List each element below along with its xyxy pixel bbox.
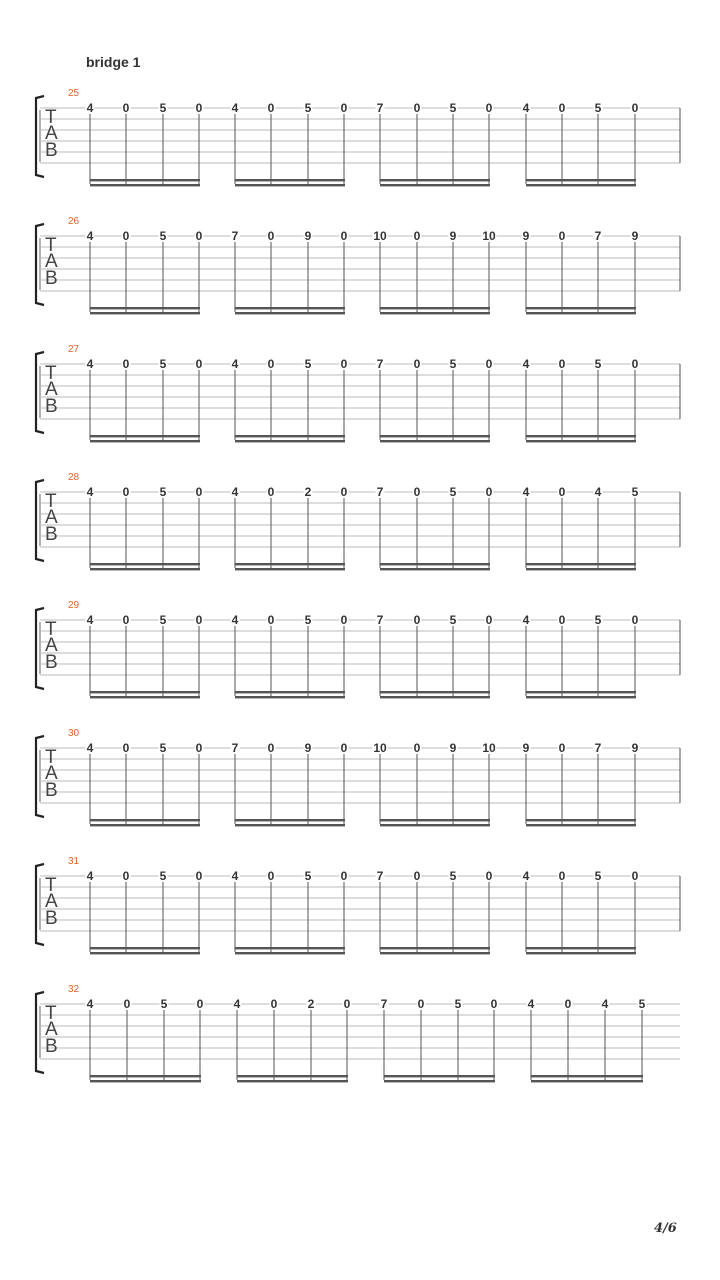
beam bbox=[380, 568, 490, 570]
beam bbox=[90, 568, 200, 570]
fret-number: 0 bbox=[631, 101, 639, 115]
beam bbox=[380, 952, 490, 954]
fret-number: 5 bbox=[304, 357, 312, 371]
tab-clef-letter: A bbox=[45, 507, 58, 528]
fret-number: 5 bbox=[159, 485, 167, 499]
beam bbox=[90, 691, 200, 693]
page-number: 4/6 bbox=[654, 1221, 677, 1236]
fret-number: 0 bbox=[122, 741, 130, 755]
beam bbox=[384, 1075, 495, 1077]
beam bbox=[380, 947, 490, 949]
bar-number: 31 bbox=[68, 856, 80, 867]
fret-number: 0 bbox=[195, 485, 203, 499]
fret-number: 4 bbox=[231, 357, 239, 371]
beam bbox=[526, 819, 636, 821]
tab-clef-letter: A bbox=[45, 123, 58, 144]
tab-clef-letter: B bbox=[45, 780, 58, 801]
fret-number: 0 bbox=[195, 613, 203, 627]
fret-number: 0 bbox=[340, 485, 348, 499]
beam bbox=[526, 179, 636, 181]
fret-number: 5 bbox=[631, 485, 639, 499]
fret-number: 9 bbox=[304, 741, 312, 755]
tab-clef-letter: A bbox=[45, 891, 58, 912]
bar-number: 26 bbox=[68, 216, 80, 227]
bar-number: 30 bbox=[68, 728, 80, 739]
fret-number: 0 bbox=[195, 741, 203, 755]
fret-number: 5 bbox=[449, 613, 457, 627]
beam bbox=[90, 184, 200, 186]
beam bbox=[90, 696, 200, 698]
fret-number: 5 bbox=[594, 101, 602, 115]
fret-number: 7 bbox=[231, 229, 239, 243]
beam bbox=[90, 563, 200, 565]
fret-number: 0 bbox=[413, 613, 421, 627]
fret-number: 0 bbox=[564, 997, 572, 1011]
beam bbox=[380, 435, 490, 437]
fret-number: 4 bbox=[86, 613, 94, 627]
fret-number: 0 bbox=[485, 485, 493, 499]
beam bbox=[90, 307, 200, 309]
fret-number: 7 bbox=[376, 101, 384, 115]
fret-number: 0 bbox=[558, 741, 566, 755]
fret-number: 0 bbox=[267, 101, 275, 115]
beam bbox=[531, 1080, 643, 1082]
beam bbox=[90, 435, 200, 437]
fret-number: 7 bbox=[376, 485, 384, 499]
fret-number: 0 bbox=[413, 485, 421, 499]
fret-number: 0 bbox=[122, 485, 130, 499]
beam bbox=[237, 1075, 348, 1077]
tab-clef-letter: T bbox=[45, 747, 57, 768]
fret-number: 5 bbox=[449, 869, 457, 883]
tab-clef-letter: T bbox=[45, 619, 57, 640]
fret-number: 5 bbox=[449, 485, 457, 499]
fret-number: 5 bbox=[159, 613, 167, 627]
beam bbox=[235, 563, 345, 565]
fret-number: 0 bbox=[267, 357, 275, 371]
beam bbox=[380, 819, 490, 821]
beam bbox=[526, 691, 636, 693]
beam bbox=[90, 1080, 201, 1082]
bar-number: 27 bbox=[68, 344, 80, 355]
fret-number: 0 bbox=[267, 869, 275, 883]
fret-number: 0 bbox=[195, 101, 203, 115]
beam bbox=[380, 824, 490, 826]
bar-number: 28 bbox=[68, 472, 80, 483]
fret-number: 9 bbox=[631, 229, 639, 243]
beam bbox=[526, 824, 636, 826]
tab-clef-letter: T bbox=[45, 491, 57, 512]
beam bbox=[235, 691, 345, 693]
fret-number: 5 bbox=[160, 997, 168, 1011]
fret-number: 4 bbox=[522, 485, 530, 499]
fret-number: 0 bbox=[558, 229, 566, 243]
fret-number: 5 bbox=[159, 357, 167, 371]
fret-number: 10 bbox=[482, 741, 496, 755]
fret-number: 5 bbox=[594, 357, 602, 371]
beam bbox=[526, 184, 636, 186]
beam bbox=[526, 952, 636, 954]
beam bbox=[526, 696, 636, 698]
fret-number: 0 bbox=[485, 101, 493, 115]
fret-number: 0 bbox=[631, 357, 639, 371]
fret-number: 5 bbox=[594, 869, 602, 883]
tab-system bbox=[0, 86, 720, 196]
fret-number: 0 bbox=[195, 357, 203, 371]
tab-clef-letter: A bbox=[45, 379, 58, 400]
fret-number: 5 bbox=[594, 613, 602, 627]
tab-clef-letter: T bbox=[45, 1003, 57, 1024]
beam bbox=[90, 1075, 201, 1077]
beam bbox=[526, 312, 636, 314]
fret-number: 7 bbox=[231, 741, 239, 755]
fret-number: 2 bbox=[304, 485, 312, 499]
fret-number: 5 bbox=[304, 613, 312, 627]
tab-system bbox=[0, 470, 720, 580]
tab-clef-letter: B bbox=[45, 652, 58, 673]
beam bbox=[90, 824, 200, 826]
fret-number: 4 bbox=[522, 101, 530, 115]
fret-number: 0 bbox=[485, 357, 493, 371]
beam bbox=[526, 568, 636, 570]
tab-system bbox=[0, 982, 720, 1092]
fret-number: 7 bbox=[376, 869, 384, 883]
tab-clef-letter: A bbox=[45, 763, 58, 784]
fret-number: 9 bbox=[304, 229, 312, 243]
fret-number: 4 bbox=[522, 869, 530, 883]
fret-number: 0 bbox=[340, 869, 348, 883]
fret-number: 0 bbox=[485, 869, 493, 883]
tab-clef-letter: T bbox=[45, 107, 57, 128]
fret-number: 5 bbox=[159, 741, 167, 755]
beam bbox=[90, 819, 200, 821]
fret-number: 9 bbox=[631, 741, 639, 755]
fret-number: 0 bbox=[413, 229, 421, 243]
fret-number: 7 bbox=[376, 357, 384, 371]
beam bbox=[380, 184, 490, 186]
fret-number: 0 bbox=[122, 101, 130, 115]
fret-number: 7 bbox=[376, 613, 384, 627]
tab-clef-letter: T bbox=[45, 363, 57, 384]
fret-number: 0 bbox=[558, 869, 566, 883]
tab-clef-letter: A bbox=[45, 635, 58, 656]
beam bbox=[526, 440, 636, 442]
fret-number: 0 bbox=[195, 869, 203, 883]
tab-clef-letter: T bbox=[45, 875, 57, 896]
bar-number: 29 bbox=[68, 600, 80, 611]
fret-number: 5 bbox=[159, 229, 167, 243]
beam bbox=[90, 947, 200, 949]
fret-number: 0 bbox=[340, 229, 348, 243]
fret-number: 4 bbox=[233, 997, 241, 1011]
beam bbox=[526, 563, 636, 565]
fret-number: 0 bbox=[340, 357, 348, 371]
fret-number: 4 bbox=[86, 485, 94, 499]
beam bbox=[526, 947, 636, 949]
fret-number: 0 bbox=[413, 869, 421, 883]
fret-number: 0 bbox=[122, 229, 130, 243]
fret-number: 4 bbox=[86, 997, 94, 1011]
fret-number: 10 bbox=[373, 229, 387, 243]
fret-number: 0 bbox=[267, 741, 275, 755]
tab-clef-letter: A bbox=[45, 1019, 58, 1040]
beam bbox=[235, 312, 345, 314]
tab-clef-letter: B bbox=[45, 524, 58, 545]
beam bbox=[235, 819, 345, 821]
beam bbox=[235, 568, 345, 570]
fret-number: 9 bbox=[449, 741, 457, 755]
fret-number: 0 bbox=[413, 741, 421, 755]
beam bbox=[380, 307, 490, 309]
beam bbox=[235, 307, 345, 309]
beam bbox=[235, 435, 345, 437]
fret-number: 4 bbox=[231, 101, 239, 115]
tab-clef-letter: B bbox=[45, 140, 58, 161]
fret-number: 0 bbox=[413, 101, 421, 115]
fret-number: 0 bbox=[122, 869, 130, 883]
fret-number: 4 bbox=[231, 869, 239, 883]
tab-clef-letter: B bbox=[45, 268, 58, 289]
tab-clef-letter: B bbox=[45, 1036, 58, 1057]
fret-number: 4 bbox=[601, 997, 609, 1011]
fret-number: 0 bbox=[558, 613, 566, 627]
tab-clef-letter: B bbox=[45, 396, 58, 417]
fret-number: 0 bbox=[122, 357, 130, 371]
fret-number: 7 bbox=[594, 741, 602, 755]
tab-system bbox=[0, 598, 720, 708]
fret-number: 0 bbox=[417, 997, 425, 1011]
bar-number: 32 bbox=[68, 984, 80, 995]
beam bbox=[235, 947, 345, 949]
fret-number: 0 bbox=[558, 101, 566, 115]
fret-number: 0 bbox=[195, 229, 203, 243]
fret-number: 0 bbox=[122, 613, 130, 627]
beam bbox=[235, 952, 345, 954]
fret-number: 9 bbox=[522, 741, 530, 755]
fret-number: 0 bbox=[558, 357, 566, 371]
fret-number: 5 bbox=[304, 101, 312, 115]
beam bbox=[380, 179, 490, 181]
fret-number: 0 bbox=[631, 613, 639, 627]
fret-number: 0 bbox=[631, 869, 639, 883]
fret-number: 4 bbox=[522, 613, 530, 627]
fret-number: 10 bbox=[482, 229, 496, 243]
fret-number: 0 bbox=[267, 485, 275, 499]
fret-number: 4 bbox=[231, 613, 239, 627]
beam bbox=[531, 1075, 643, 1077]
beam bbox=[235, 440, 345, 442]
beam bbox=[380, 312, 490, 314]
fret-number: 5 bbox=[449, 357, 457, 371]
fret-number: 2 bbox=[307, 997, 315, 1011]
fret-number: 9 bbox=[449, 229, 457, 243]
fret-number: 4 bbox=[86, 229, 94, 243]
fret-number: 0 bbox=[340, 101, 348, 115]
section-title: bridge 1 bbox=[86, 54, 141, 70]
fret-number: 4 bbox=[527, 997, 535, 1011]
beam bbox=[90, 440, 200, 442]
fret-number: 0 bbox=[267, 613, 275, 627]
beam bbox=[235, 179, 345, 181]
fret-number: 0 bbox=[485, 613, 493, 627]
beam bbox=[380, 691, 490, 693]
fret-number: 0 bbox=[343, 997, 351, 1011]
fret-number: 7 bbox=[380, 997, 388, 1011]
fret-number: 5 bbox=[454, 997, 462, 1011]
beam bbox=[90, 179, 200, 181]
tab-clef-letter: T bbox=[45, 235, 57, 256]
beam bbox=[235, 696, 345, 698]
beam bbox=[90, 312, 200, 314]
fret-number: 7 bbox=[594, 229, 602, 243]
beam bbox=[384, 1080, 495, 1082]
fret-number: 4 bbox=[86, 101, 94, 115]
beam bbox=[380, 696, 490, 698]
fret-number: 0 bbox=[413, 357, 421, 371]
beam bbox=[237, 1080, 348, 1082]
fret-number: 0 bbox=[196, 997, 204, 1011]
bar-number: 25 bbox=[68, 88, 80, 99]
fret-number: 0 bbox=[340, 741, 348, 755]
beam bbox=[526, 307, 636, 309]
fret-number: 0 bbox=[340, 613, 348, 627]
tab-clef-letter: B bbox=[45, 908, 58, 929]
fret-number: 5 bbox=[304, 869, 312, 883]
tab-system bbox=[0, 214, 720, 324]
fret-number: 0 bbox=[270, 997, 278, 1011]
fret-number: 0 bbox=[490, 997, 498, 1011]
fret-number: 0 bbox=[267, 229, 275, 243]
tab-system bbox=[0, 726, 720, 836]
fret-number: 4 bbox=[86, 869, 94, 883]
fret-number: 4 bbox=[594, 485, 602, 499]
fret-number: 4 bbox=[522, 357, 530, 371]
fret-number: 4 bbox=[231, 485, 239, 499]
fret-number: 4 bbox=[86, 741, 94, 755]
fret-number: 5 bbox=[449, 101, 457, 115]
fret-number: 5 bbox=[159, 101, 167, 115]
tab-system bbox=[0, 342, 720, 452]
beam bbox=[526, 435, 636, 437]
fret-number: 0 bbox=[558, 485, 566, 499]
fret-number: 5 bbox=[638, 997, 646, 1011]
tab-system bbox=[0, 854, 720, 964]
fret-number: 10 bbox=[373, 741, 387, 755]
fret-number: 4 bbox=[86, 357, 94, 371]
tab-clef-letter: A bbox=[45, 251, 58, 272]
fret-number: 5 bbox=[159, 869, 167, 883]
fret-number: 0 bbox=[123, 997, 131, 1011]
beam bbox=[380, 440, 490, 442]
beam bbox=[380, 563, 490, 565]
fret-number: 9 bbox=[522, 229, 530, 243]
beam bbox=[235, 824, 345, 826]
beam bbox=[235, 184, 345, 186]
beam bbox=[90, 952, 200, 954]
